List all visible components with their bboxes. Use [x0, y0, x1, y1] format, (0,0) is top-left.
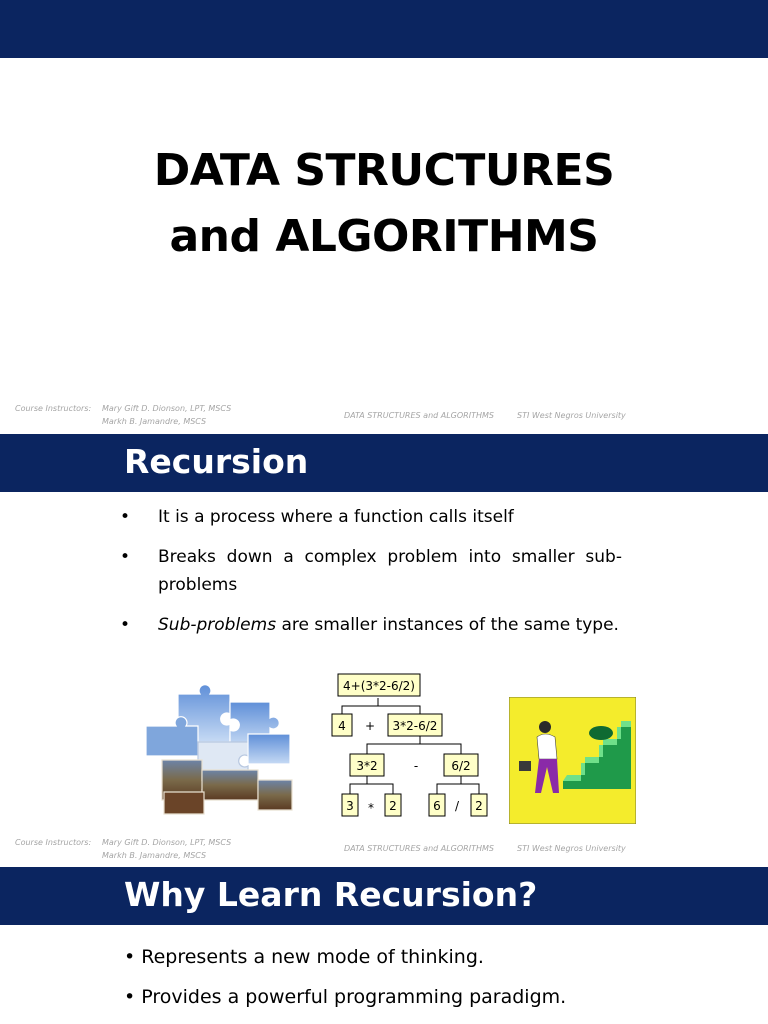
title-line-2: and ALGORITHMS [169, 211, 599, 262]
footer-label: Course Instructors: [15, 404, 92, 413]
title-line-1: DATA STRUCTURES [153, 145, 615, 196]
node-div-label: 6/2 [451, 759, 471, 773]
bullet-text: It is a process where a function calls itself [158, 507, 514, 527]
node-left-label: 4 [338, 719, 346, 733]
bullet-text: • Provides a powerful programming paradigm. [124, 986, 567, 1008]
bullet-text: • Represents a new mode of thinking. [124, 946, 484, 968]
node-right-label: 3*2-6/2 [392, 719, 438, 733]
expression-tree-diagram [330, 672, 500, 822]
puzzle-piece [258, 780, 292, 810]
recursion-bullets [120, 503, 622, 651]
footer-instructor-1: Mary Gift D. Dionson, LPT, MSCS [102, 404, 232, 413]
bullet-item [120, 611, 622, 639]
leaf-node [342, 794, 358, 816]
leaf-node [471, 794, 487, 816]
bullet-item [120, 543, 622, 599]
footer-label: Course Instructors: [15, 838, 92, 847]
bullet-dot: • [120, 547, 131, 567]
puzzle-piece [248, 734, 290, 764]
bullet-dot: • [120, 615, 131, 635]
footer-instructor-2: Markh B. Jamandre, MSCS [102, 851, 207, 860]
tree-edges [342, 698, 479, 794]
briefcase-icon [519, 761, 531, 771]
footer-school: STI West Negros University [517, 844, 626, 853]
recursion-header-band [0, 434, 768, 492]
leaf-label: 2 [475, 799, 483, 813]
recursion-heading: Recursion [124, 442, 309, 481]
puzzle-piece [164, 792, 204, 814]
node-mul-label: 3*2 [356, 759, 378, 773]
node-left [332, 714, 352, 736]
top-banner [0, 0, 768, 58]
operator-minus: - [413, 759, 419, 773]
bullet-item [120, 503, 622, 531]
footer-school: STI West Negros University [517, 411, 626, 420]
footer-instructor-1: Mary Gift D. Dionson, LPT, MSCS [102, 838, 232, 847]
node-right [388, 714, 442, 736]
node-root-label: 4+(3*2-6/2) [343, 679, 415, 693]
footer-instructor-2: Markh B. Jamandre, MSCS [102, 417, 207, 426]
node-mul [350, 754, 384, 776]
footer-course: DATA STRUCTURES and ALGORITHMS [344, 844, 494, 853]
slide-title [0, 138, 768, 270]
operator-divide: / [454, 799, 460, 813]
why-recursion-bullets [124, 937, 566, 1017]
leaf-node [385, 794, 401, 816]
leaf-node [429, 794, 445, 816]
puzzle-image [138, 684, 302, 820]
bullet-dot: • [120, 507, 131, 527]
bullet-italic-term: Sub-problems [158, 615, 277, 635]
leaf-label: 3 [346, 799, 354, 813]
leaf-label: 2 [389, 799, 397, 813]
node-div [444, 754, 478, 776]
bullet-text: are smaller instances of the same type. [276, 615, 619, 635]
operator-multiply: * [368, 801, 374, 815]
puzzle-piece [202, 770, 258, 800]
bullet-text: Breaks down a complex problem into smaller sub-problems [158, 547, 622, 595]
operator-plus: + [364, 719, 376, 733]
why-recursion-heading: Why Learn Recursion? [124, 875, 538, 914]
leaf-label: 6 [433, 799, 441, 813]
footer-course: DATA STRUCTURES and ALGORITHMS [344, 411, 494, 420]
node-root [338, 674, 420, 696]
climbing-stairs-clipart [509, 697, 636, 824]
